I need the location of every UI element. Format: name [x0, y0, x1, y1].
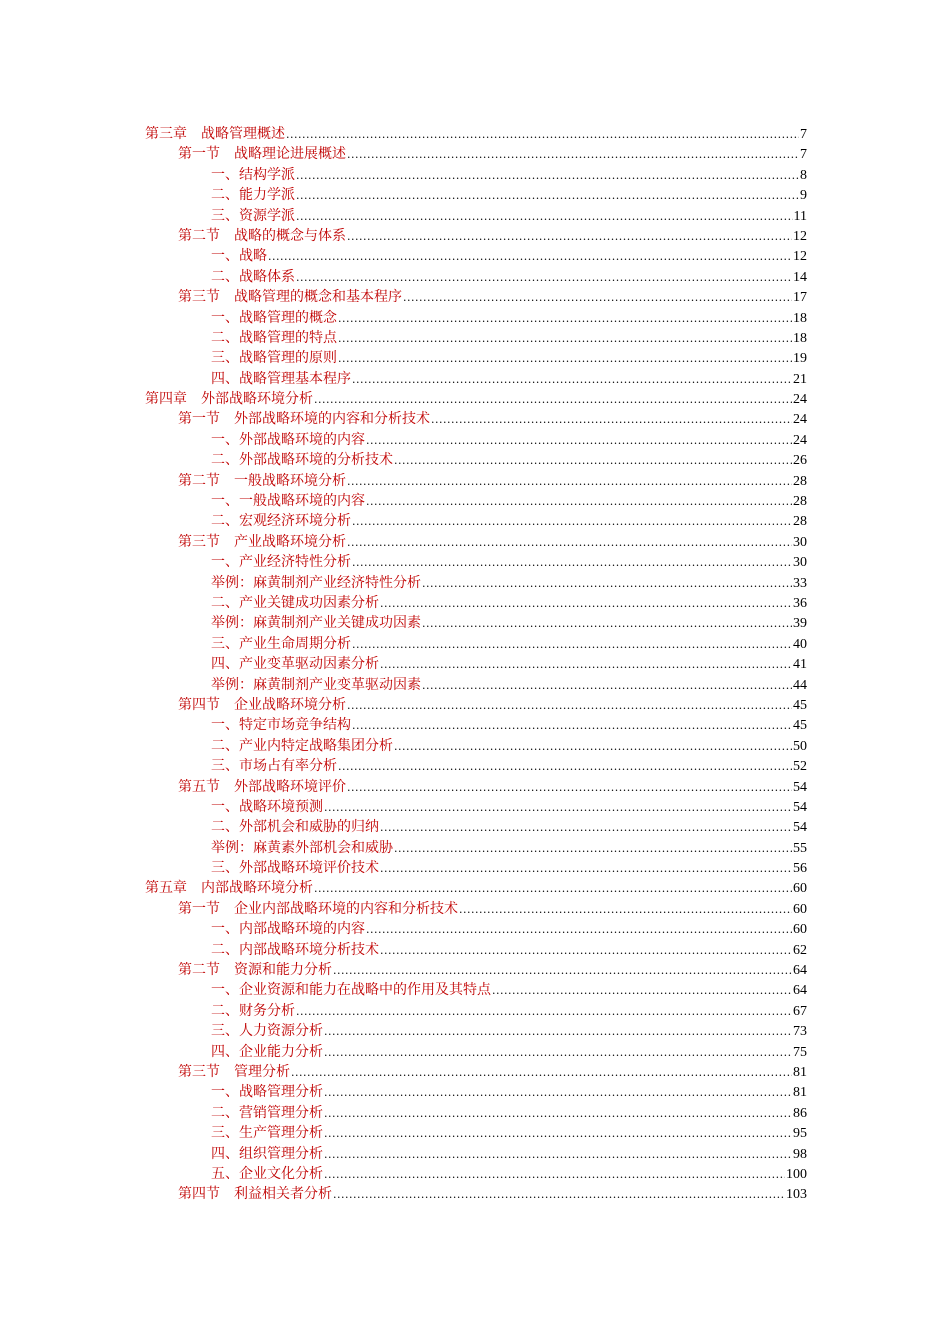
- toc-entry-label: 举例：麻黄制剂产业变革驱动因素: [211, 676, 421, 693]
- toc-leader-dots: [296, 268, 792, 288]
- toc-page-number: 7: [800, 147, 807, 163]
- toc-subsection-entry[interactable]: [145, 817, 807, 837]
- toc-entry-label: 一、特定市场竞争结构: [211, 717, 351, 734]
- toc-section-entry[interactable]: [145, 226, 807, 246]
- toc-page-number: 14: [793, 269, 807, 285]
- toc-subsection-entry[interactable]: [145, 593, 807, 613]
- toc-subsection-entry[interactable]: [145, 511, 807, 531]
- toc-section-entry[interactable]: [145, 777, 807, 797]
- toc-subsection-entry[interactable]: [145, 858, 807, 878]
- toc-page-number: 17: [793, 290, 807, 306]
- toc-section-entry[interactable]: [145, 695, 807, 715]
- toc-page-number: 62: [793, 942, 807, 958]
- toc-subsection-entry[interactable]: [145, 1144, 807, 1164]
- toc-entry-label: 一、企业资源和能力在战略中的作用及其特点: [211, 982, 491, 999]
- toc-subsection-entry[interactable]: [145, 1164, 807, 1184]
- toc-page-number: 19: [793, 351, 807, 367]
- toc-entry-label: 举例：麻黄制剂产业关键成功因素: [211, 615, 421, 632]
- toc-subsection-entry[interactable]: [145, 328, 807, 348]
- toc-page-number: 44: [793, 677, 807, 693]
- toc-leader-dots: [296, 1002, 792, 1022]
- toc-leader-dots: [380, 594, 792, 614]
- toc-leader-dots: [347, 533, 792, 553]
- toc-subsection-entry[interactable]: [145, 348, 807, 368]
- toc-leader-dots: [352, 635, 792, 655]
- toc-leader-dots: [347, 778, 792, 798]
- toc-page-number: 7: [800, 127, 807, 142]
- toc-page-number: 64: [793, 983, 807, 999]
- toc-entry-label: 二、能力学派: [211, 187, 295, 204]
- toc-entry-label: 三、外部战略环境评价技术: [211, 860, 379, 877]
- toc-leader-dots: [422, 574, 792, 594]
- toc-leader-dots: [347, 696, 792, 716]
- toc-subsection-entry[interactable]: [145, 1103, 807, 1123]
- toc-section-entry[interactable]: [145, 471, 807, 491]
- toc-entry-label: 第一节 企业内部战略环境的内容和分析技术: [178, 900, 458, 917]
- toc-section-entry[interactable]: [145, 1062, 807, 1082]
- toc-leader-dots: [347, 227, 792, 247]
- toc-leader-dots: [366, 431, 792, 451]
- toc-page-number: 64: [793, 963, 807, 979]
- toc-subsection-entry[interactable]: [145, 1001, 807, 1021]
- toc-leader-dots: [338, 329, 792, 349]
- toc-leader-dots: [422, 676, 792, 696]
- toc-entry-label: 第三节 管理分析: [178, 1063, 290, 1080]
- toc-page-number: 60: [793, 922, 807, 938]
- toc-subsection-entry[interactable]: [145, 491, 807, 511]
- toc-leader-dots: [268, 247, 792, 267]
- toc-entry-label: 一、战略: [211, 248, 267, 265]
- toc-chapter-entry[interactable]: [145, 124, 807, 144]
- toc-page-number: 73: [793, 1024, 807, 1040]
- toc-leader-dots: [324, 1022, 792, 1042]
- toc-leader-dots: [338, 757, 792, 777]
- toc-leader-dots: [394, 451, 792, 471]
- toc-entry-label: 四、产业变革驱动因素分析: [211, 656, 379, 673]
- toc-entry-label: 二、营销管理分析: [211, 1104, 323, 1121]
- toc-page-number: 24: [793, 412, 807, 428]
- toc-leader-dots: [324, 1145, 792, 1165]
- toc-entry-label: 第五章 内部战略环境分析: [145, 880, 313, 897]
- toc-entry-label: 二、外部战略环境的分析技术: [211, 452, 393, 469]
- toc-entry-label: 二、战略体系: [211, 268, 295, 285]
- toc-subsection-entry[interactable]: [145, 267, 807, 287]
- toc-page-number: 24: [793, 432, 807, 448]
- toc-entry-label: 二、宏观经济环境分析: [211, 513, 351, 530]
- toc-entry-label: 第三节 产业战略环境分析: [178, 533, 346, 550]
- toc-page-number: 54: [793, 799, 807, 815]
- toc-entry-label: 第一节 战略理论进展概述: [178, 146, 346, 163]
- toc-leader-dots: [338, 349, 792, 369]
- toc-page-number: 26: [793, 453, 807, 469]
- toc-entry-label: 第四节 利益相关者分析: [178, 1186, 332, 1203]
- toc-page-number: 18: [793, 330, 807, 346]
- toc-page-number: 21: [793, 371, 807, 387]
- toc-entry-label: 第三节 战略管理的概念和基本程序: [178, 289, 402, 306]
- toc-page-number: 12: [793, 228, 807, 244]
- toc-subsection-entry[interactable]: [145, 246, 807, 266]
- toc-entry-label: 一、外部战略环境的内容: [211, 431, 365, 448]
- toc-subsection-entry[interactable]: [145, 206, 807, 226]
- toc-entry-label: 一、战略管理分析: [211, 1084, 323, 1101]
- toc-section-entry[interactable]: [145, 144, 807, 164]
- toc-page-number: 28: [793, 473, 807, 489]
- toc-leader-dots: [380, 859, 792, 879]
- toc-entry-label: 三、市场占有率分析: [211, 758, 337, 775]
- toc-leader-dots: [347, 145, 799, 165]
- toc-section-entry[interactable]: [145, 532, 807, 552]
- toc-chapter-entry[interactable]: [145, 878, 807, 898]
- toc-leader-dots: [366, 492, 792, 512]
- toc-page-number: 30: [793, 534, 807, 550]
- toc-page-number: 28: [793, 514, 807, 530]
- toc-subsection-entry[interactable]: [145, 797, 807, 817]
- toc-leader-dots: [431, 410, 792, 430]
- toc-page-number: 75: [793, 1044, 807, 1060]
- toc-subsection-entry[interactable]: [145, 185, 807, 205]
- toc-section-entry[interactable]: [145, 899, 807, 919]
- toc-entry-label: 二、外部机会和威胁的归纳: [211, 819, 379, 836]
- toc-leader-dots: [296, 186, 799, 206]
- toc-page-number: 81: [793, 1064, 807, 1080]
- toc-page-number: 81: [793, 1085, 807, 1101]
- toc-entry-label: 第五节 外部战略环境评价: [178, 778, 346, 795]
- toc-leader-dots: [324, 1165, 785, 1185]
- toc-entry-label: 三、生产管理分析: [211, 1125, 323, 1142]
- toc-page-number: 8: [800, 167, 807, 183]
- toc-entry-label: 第一节 外部战略环境的内容和分析技术: [178, 411, 430, 428]
- toc-entry-label: 第二节 资源和能力分析: [178, 962, 332, 979]
- toc-page-number: 12: [793, 249, 807, 265]
- toc-page-number: 36: [793, 595, 807, 611]
- toc-subsection-entry[interactable]: [145, 1021, 807, 1041]
- toc-subsection-entry[interactable]: [145, 756, 807, 776]
- toc-leader-dots: [314, 879, 792, 899]
- toc-entry-label: 第三章 战略管理概述: [145, 126, 285, 142]
- toc-entry-label: 三、资源学派: [211, 207, 295, 224]
- toc-subsection-entry[interactable]: [145, 919, 807, 939]
- toc-leader-dots: [352, 553, 792, 573]
- toc-leader-dots: [333, 1185, 785, 1205]
- toc-page-number: 39: [793, 616, 807, 632]
- toc-leader-dots: [296, 166, 799, 186]
- toc-leader-dots: [324, 1043, 792, 1063]
- toc-entry-label: 第四章 外部战略环境分析: [145, 391, 313, 408]
- toc-entry-label: 二、战略管理的特点: [211, 329, 337, 346]
- toc-page-number: 55: [793, 840, 807, 856]
- toc-leader-dots: [324, 1104, 792, 1124]
- toc-entry-label: 第二节 一般战略环境分析: [178, 472, 346, 489]
- toc-page-number: 50: [793, 738, 807, 754]
- toc-leader-dots: [291, 1063, 792, 1083]
- toc-entry-label: 一、结构学派: [211, 166, 295, 183]
- toc-page-number: 40: [793, 636, 807, 652]
- toc-subsection-entry[interactable]: [145, 980, 807, 1000]
- toc-page-number: 18: [793, 310, 807, 326]
- toc-leader-dots: [380, 655, 792, 675]
- toc-leader-dots: [324, 798, 792, 818]
- toc-leader-dots: [352, 512, 792, 532]
- toc-subsection-entry[interactable]: [145, 613, 807, 633]
- toc-page-number: 54: [793, 779, 807, 795]
- toc-leader-dots: [459, 900, 792, 920]
- toc-page-number: 86: [793, 1105, 807, 1121]
- toc-section-entry[interactable]: [145, 1184, 807, 1204]
- toc-leader-dots: [338, 309, 792, 329]
- toc-subsection-entry[interactable]: [145, 654, 807, 674]
- toc-section-entry[interactable]: [145, 287, 807, 307]
- toc-chapter-entry[interactable]: [145, 389, 807, 409]
- toc-page-number: 45: [793, 697, 807, 713]
- toc-subsection-entry[interactable]: [145, 369, 807, 389]
- toc-entry-label: 三、产业生命周期分析: [211, 635, 351, 652]
- toc-leader-dots: [380, 818, 792, 838]
- toc-entry-label: 二、产业内特定战略集团分析: [211, 737, 393, 754]
- toc-subsection-entry[interactable]: [145, 430, 807, 450]
- toc-page-number: 56: [793, 861, 807, 877]
- toc-entry-label: 二、内部战略环境分析技术: [211, 941, 379, 958]
- toc-page-number: 9: [800, 188, 807, 204]
- toc-page-number: 45: [793, 718, 807, 734]
- toc-subsection-entry[interactable]: [145, 1082, 807, 1102]
- toc-leader-dots: [347, 472, 792, 492]
- toc-page-number: 103: [786, 1187, 807, 1203]
- toc-page-number: 60: [793, 881, 807, 897]
- toc-leader-dots: [324, 1083, 792, 1103]
- toc-leader-dots: [366, 920, 792, 940]
- toc-leader-dots: [394, 737, 792, 757]
- toc-entry-label: 四、战略管理基本程序: [211, 370, 351, 387]
- toc-entry-label: 四、企业能力分析: [211, 1043, 323, 1060]
- toc-entry-label: 三、战略管理的原则: [211, 350, 337, 367]
- toc-page-number: 52: [793, 759, 807, 775]
- toc-subsection-entry[interactable]: [145, 308, 807, 328]
- toc-subsection-entry[interactable]: [145, 573, 807, 593]
- toc-entry-label: 举例：麻黄制剂产业经济特性分析: [211, 574, 421, 591]
- table-of-contents: [145, 124, 807, 1205]
- toc-entry-label: 五、企业文化分析: [211, 1165, 323, 1182]
- toc-entry-label: 第二节 战略的概念与体系: [178, 227, 346, 244]
- toc-page-number: 41: [793, 657, 807, 673]
- toc-leader-dots: [333, 961, 792, 981]
- toc-leader-dots: [380, 941, 792, 961]
- toc-page-number: 11: [793, 208, 807, 224]
- toc-leader-dots: [394, 839, 792, 859]
- toc-page-number: 100: [786, 1166, 807, 1182]
- toc-subsection-entry[interactable]: [145, 552, 807, 572]
- toc-subsection-entry[interactable]: [145, 736, 807, 756]
- toc-section-entry[interactable]: [145, 409, 807, 429]
- toc-leader-dots: [403, 288, 792, 308]
- toc-page-number: 98: [793, 1146, 807, 1162]
- toc-entry-label: 四、组织管理分析: [211, 1145, 323, 1162]
- toc-subsection-entry[interactable]: [145, 838, 807, 858]
- toc-page-number: 30: [793, 555, 807, 571]
- toc-entry-label: 一、产业经济特性分析: [211, 554, 351, 571]
- toc-page-number: 28: [793, 494, 807, 510]
- toc-subsection-entry[interactable]: [145, 940, 807, 960]
- toc-subsection-entry[interactable]: [145, 634, 807, 654]
- toc-leader-dots: [286, 125, 799, 145]
- toc-section-entry[interactable]: [145, 960, 807, 980]
- toc-entry-label: 一、内部战略环境的内容: [211, 921, 365, 938]
- toc-page-number: 33: [793, 575, 807, 591]
- toc-subsection-entry[interactable]: [145, 450, 807, 470]
- toc-leader-dots: [352, 716, 792, 736]
- toc-entry-label: 二、产业关键成功因素分析: [211, 594, 379, 611]
- toc-entry-label: 一、战略管理的概念: [211, 309, 337, 326]
- toc-page-number: 95: [793, 1126, 807, 1142]
- toc-leader-dots: [492, 981, 792, 1001]
- toc-leader-dots: [296, 207, 793, 227]
- toc-subsection-entry[interactable]: [145, 165, 807, 185]
- toc-entry-label: 三、人力资源分析: [211, 1023, 323, 1040]
- toc-leader-dots: [324, 1124, 792, 1144]
- toc-entry-label: 第四节 企业战略环境分析: [178, 696, 346, 713]
- toc-page-number: 24: [793, 392, 807, 408]
- toc-page-number: 67: [793, 1003, 807, 1019]
- toc-entry-label: 举例：麻黄素外部机会和威胁: [211, 839, 393, 856]
- toc-subsection-entry[interactable]: [145, 675, 807, 695]
- toc-leader-dots: [314, 390, 792, 410]
- toc-subsection-entry[interactable]: [145, 1042, 807, 1062]
- toc-entry-label: 一、战略环境预测: [211, 798, 323, 815]
- toc-leader-dots: [352, 370, 792, 390]
- toc-leader-dots: [422, 614, 792, 634]
- toc-page-number: 60: [793, 901, 807, 917]
- toc-subsection-entry[interactable]: [145, 715, 807, 735]
- toc-page-number: 54: [793, 820, 807, 836]
- toc-entry-label: 一、一般战略环境的内容: [211, 493, 365, 510]
- toc-subsection-entry[interactable]: [145, 1123, 807, 1143]
- toc-entry-label: 二、财务分析: [211, 1002, 295, 1019]
